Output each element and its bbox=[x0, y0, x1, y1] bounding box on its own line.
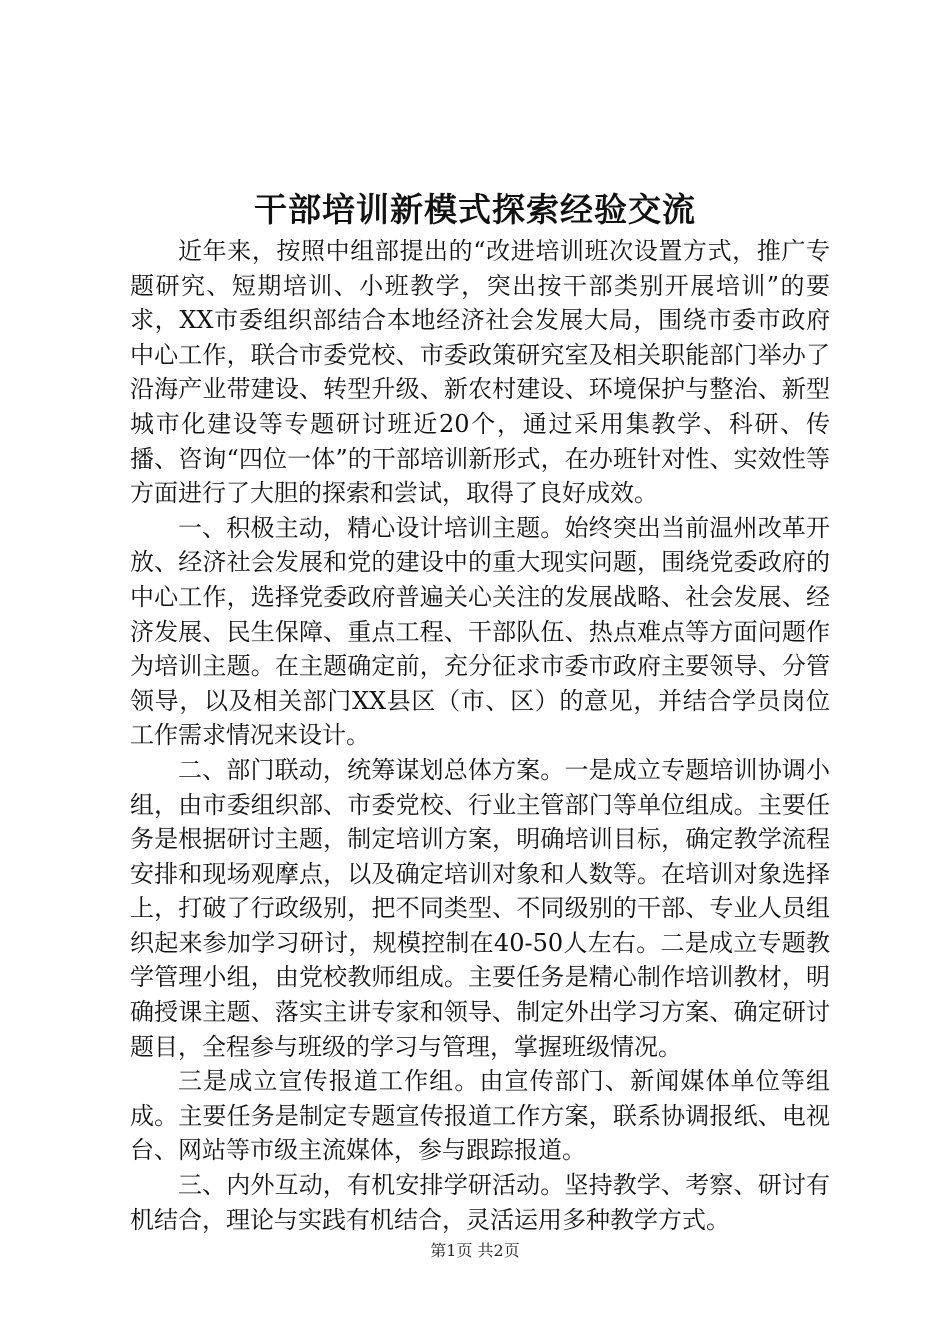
document-body bbox=[130, 234, 830, 1237]
document-title: 干部培训新模式探索经验交流 bbox=[254, 190, 696, 229]
paragraph-section-1: 一、积极主动，精心设计培训主题。始终突出当前温州改革开放、经济社会发展和党的建设中的重大现实问题，围绕党委政府的中心工作，选择党委政府普遍关心关注的发展战略、社会发展、经济发展、民生保障、重点工程、干部队伍、热点难点等方面问题作为培训主题。在主题确定前，充分征求市委市政府主要领导、分管领导，以及相关部门XX县区（市、区）的意见，并结合学员岗位工作需求情况来设计。 bbox=[130, 513, 830, 750]
paragraph-section-3: 三、内外互动，有机安排学研活动。坚持教学、考察、研讨有机结合，理论与实践有机结合，灵活运用多种教学方式。 bbox=[130, 1171, 830, 1234]
paragraph-section-2-continued: 三是成立宣传报道工作组。由宣传部门、新闻媒体单位等组成。主要任务是制定专题宣传报道工作方案，联系协调报纸、电视台、网站等市级主流媒体，参与跟踪报道。 bbox=[130, 1067, 830, 1165]
paragraph-section-2: 二、部门联动，统筹谋划总体方案。一是成立专题培训协调小组，由市委组织部、市委党校、行业主管部门等单位组成。主要任务是根据研讨主题，制定培训方案，明确培训目标，确定教学流程安排和现场观摩点，以及确定培训对象和人数等。在培训对象选择上，打破了行政级别，把不同类型、不同级别的干部、专业人员组织起来参加学习研讨，规模控制在40-50人左右。二是成立专题教学管理小组，由党校教师组成。主要任务是精心制作培训教材，明确授课主题、落实主讲专家和领导、制定外出学习方案、确定研讨题目，全程参与班级的学习与管理，掌握班级情况。 bbox=[130, 755, 830, 1061]
page-number-footer: 第1页 共2页 bbox=[430, 1241, 520, 1260]
paragraph-intro: 近年来，按照中组部提出的“改进培训班次设置方式，推广专题研究、短期培训、小班教学，突出按干部类别开展培训”的要求，XX市委组织部结合本地经济社会发展大局，围绕市委市政府中心工作，联合市委党校、市委政策研究室及相关职能部门举办了沿海产业带建设、转型升级、新农村建设、环境保护与整治、新型城市化建设等专题研讨班近20个，通过采用集教学、科研、传播、咨询“四位一体”的干部培训新形式，在办班针对性、实效性等方面进行了大胆的探索和尝试，取得了良好成效。 bbox=[130, 237, 830, 508]
